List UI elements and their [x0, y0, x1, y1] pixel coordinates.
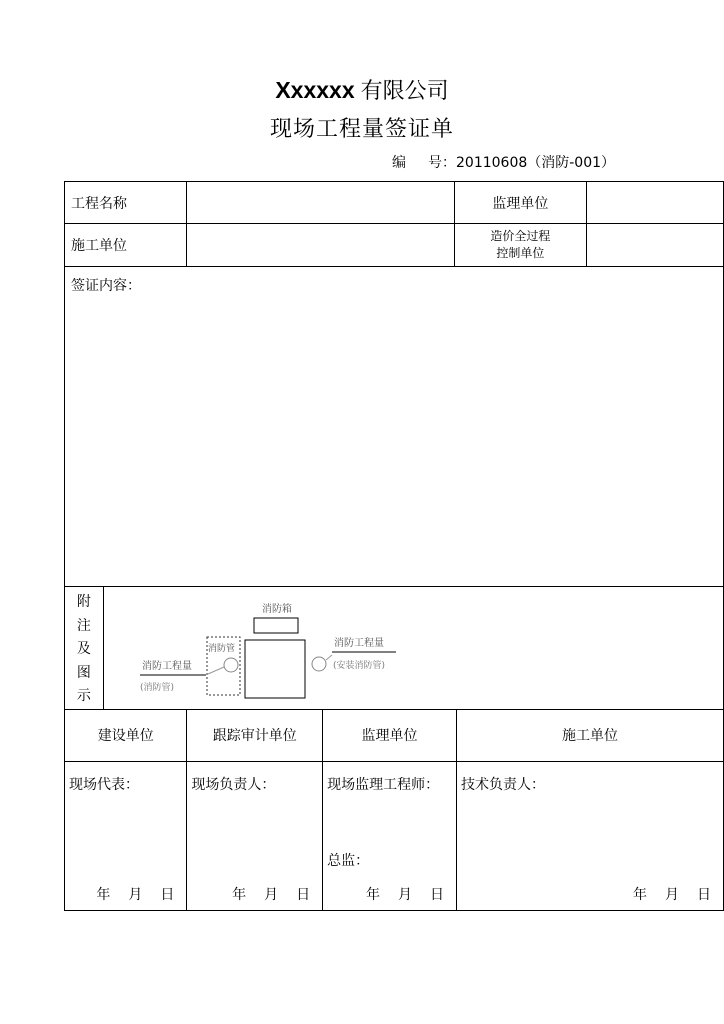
sig-header-supervisor: 监理单位: [323, 709, 457, 761]
cost-control-label-line2: 控制单位: [496, 246, 545, 260]
form-title: 现场工程量签证单: [269, 117, 454, 142]
sig-date-contractor: [615, 884, 711, 904]
date-day: 日: [430, 886, 445, 903]
contractor-value[interactable]: [187, 224, 455, 267]
row-project-name: [65, 182, 724, 224]
sketch-label-left-sub: (消防管): [139, 683, 174, 693]
date-day: 日: [296, 886, 311, 903]
visa-form-table: [64, 181, 724, 911]
sig-cell-owner[interactable]: [65, 761, 187, 910]
firebox-rect: [254, 618, 298, 633]
sig-cell-audit[interactable]: [187, 761, 323, 910]
notes-char: 注: [76, 617, 91, 634]
sig-role-chief: 总监：: [327, 852, 370, 869]
date-year: 年: [633, 886, 647, 903]
left-leader-line: [208, 667, 224, 674]
serial-number: [392, 152, 615, 172]
sketch-label-pipe: 消防管: [207, 644, 235, 654]
sig-date-owner: [78, 884, 174, 904]
date-year: 年: [366, 886, 381, 903]
company-title: [0, 74, 724, 105]
sig-header-audit: 跟踪审计单位: [187, 709, 323, 761]
supervisor-label: 监理单位: [455, 182, 586, 224]
visa-content-label: 签证内容：: [71, 278, 141, 294]
row-signatures: [65, 761, 724, 910]
row-contractor: [65, 224, 724, 267]
date-year: 年: [96, 886, 111, 903]
sig-role-owner: 现场代表：: [69, 776, 139, 793]
notes-label: [65, 587, 104, 710]
sig-role-supervisor: 现场监理工程师：: [327, 776, 440, 793]
cost-control-value[interactable]: [586, 224, 723, 267]
date-year: 年: [232, 886, 247, 903]
supervisor-value[interactable]: [586, 182, 723, 224]
notes-char: 示: [76, 688, 91, 704]
notes-char: 及: [76, 641, 91, 657]
visa-content-area[interactable]: [65, 267, 724, 587]
right-callout-circle: [312, 657, 326, 671]
project-name-label: 工程名称: [65, 182, 187, 224]
date-month: 月: [128, 886, 143, 903]
sketch-label-left-title: 消防工程量: [141, 661, 192, 672]
company-brand: Xxxxxx: [275, 77, 355, 103]
date-day: 日: [160, 886, 175, 903]
date-month: 月: [264, 886, 279, 903]
right-leader-line: [326, 655, 332, 660]
serial-label-1: 编: [392, 155, 406, 171]
date-month: 月: [398, 886, 413, 903]
notes-sketch: [104, 587, 656, 707]
sig-header-contractor: 施工单位: [457, 709, 724, 761]
sketch-label-right-title: 消防工程量: [333, 638, 384, 649]
left-callout-circle: [224, 658, 238, 672]
serial-value: 20110608（消防-001）: [456, 155, 616, 171]
sig-cell-supervisor[interactable]: [323, 761, 457, 910]
notes-sketch-area: [103, 587, 723, 710]
row-signature-headers: [65, 709, 724, 761]
date-day: 日: [697, 886, 711, 903]
notes-char: 附: [76, 594, 91, 610]
sig-date-supervisor: [348, 884, 444, 904]
sketch-label-firebox: 消防箱: [261, 604, 292, 615]
notes-char: 图: [76, 664, 91, 681]
cost-control-label: [455, 224, 586, 267]
main-box-rect: [245, 640, 305, 698]
sketch-label-right-sub: (安装消防管): [332, 661, 385, 671]
row-notes: [65, 587, 724, 710]
sig-header-owner: 建设单位: [65, 709, 187, 761]
serial-label-2: 号：: [428, 155, 456, 171]
sig-date-audit: [214, 884, 310, 904]
row-content: [65, 267, 724, 587]
cost-control-label-line1: 造价全过程: [490, 229, 551, 243]
project-name-value[interactable]: [187, 182, 455, 224]
contractor-label: 施工单位: [65, 224, 187, 267]
sig-role-audit: 现场负责人：: [191, 776, 276, 793]
sig-role-contractor: 技术负责人：: [461, 776, 546, 793]
company-suffix: 有限公司: [360, 79, 449, 104]
date-month: 月: [665, 886, 679, 903]
sig-cell-contractor[interactable]: [457, 761, 724, 910]
